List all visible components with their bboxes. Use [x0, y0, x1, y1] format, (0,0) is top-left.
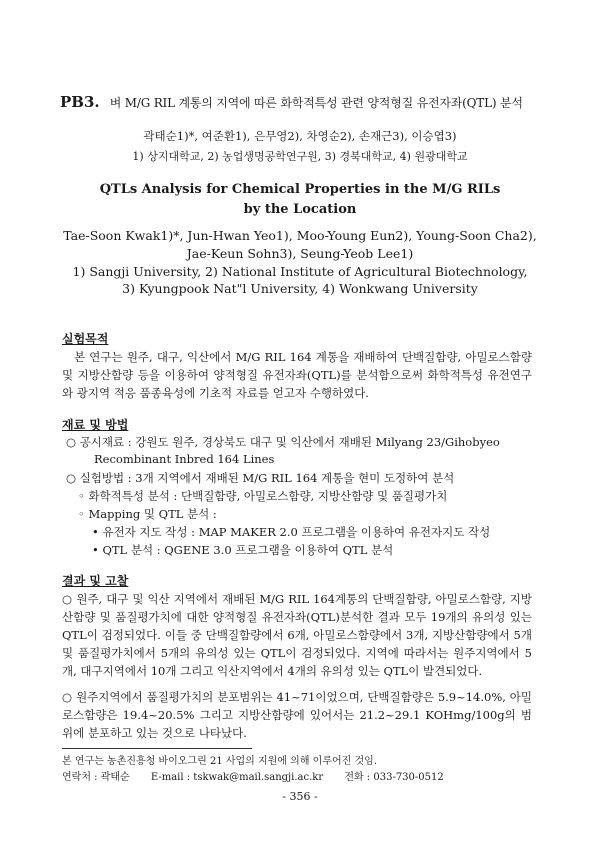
methods-item-materials-cont: Recombinant Inbred 164 Lines — [94, 452, 275, 466]
english-title-line1: QTLs Analysis for Chemical Properties in the M/G RILs — [99, 182, 501, 197]
methods-heading: 재료 및 방법 — [62, 418, 129, 432]
methods-item-procedure: ○ 실험방법 : 3개 지역에서 재배된 M/G RIL 164 계통을 현미 도정하여 분석 — [66, 471, 455, 485]
footnote-divider — [62, 748, 252, 749]
funding-note: 본 연구는 농촌진흥청 바이오그린 21 사업의 지원에 의해 이루어진 것임. — [62, 756, 377, 767]
english-authors-line1: Tae-Soon Kwak1)*, Jun-Hwan Yeo1), Moo-Young Eun2), Young-Soon Cha2), — [63, 228, 537, 243]
english-affiliations-line2: 3) Kyungpook Nat"l University, 4) Wonkwang University — [122, 281, 478, 296]
paper-code: PB3. — [60, 93, 100, 111]
page-number: - 356 - — [282, 790, 318, 803]
methods-item-materials: ○ 공시재료 : 강원도 원주, 경상북도 대구 및 익산에서 재배된 Milyang 23/Gihobyeo — [66, 435, 500, 449]
methods-subsub-map: • 유전자 지도 작성 : MAP MAKER 2.0 프로그램을 이용하여 유전자지도 작성 — [92, 525, 491, 539]
paper-title — [60, 94, 530, 112]
contact-label: 연락처 : 곽태순 — [62, 772, 130, 783]
results-paragraph-2: ○ 원주지역에서 품질평가치의 분포범위는 41~71이었으며, 단백질함량은 5.9~14.0%, 아밀로스함량은 19.4~20.5% 그리고 지방산함량에 있어서는 21.2~29.1 KOHmg/100g의 범위에 분포하고 있는 것으로 나타났다. — [62, 690, 532, 740]
purpose-text: 본 연구는 원주, 대구, 익산에서 M/G RIL 164 계통을 재배하여 단백질함량, 아밀로스함량 및 지방산함량 등을 이용하여 양적형질 유전자좌(QTL)를 분석함으로써 화학적특성 유전연구와 광지역 적응 품종육성에 기초적 자료를 얻고자 수행하였다. — [62, 350, 532, 400]
korean-authors: 곽태순1)*, 여준환1), 은무영2), 차영순2), 손재근3), 이승엽3) — [143, 129, 457, 143]
results-heading: 결과 및 고찰 — [62, 574, 129, 588]
english-title-line2: by the Location — [243, 202, 357, 217]
contact-phone: 전화 : 033-730-0512 — [344, 772, 444, 783]
english-authors-line2: Jae-Keun Sohn3), Seung-Yeob Lee1) — [186, 246, 414, 261]
contact-email: E-mail : tskwak@mail.sangji.ac.kr — [150, 772, 324, 783]
methods-subsub-qtl: • QTL 분석 : QGENE 3.0 프로그램을 이용하여 QTL 분석 — [92, 543, 394, 557]
contact-info — [62, 768, 462, 783]
english-title — [60, 180, 540, 220]
korean-affiliations: 1) 상지대학교, 2) 농업생명공학연구원, 3) 경북대학교, 4) 원광대학교 — [132, 150, 468, 163]
korean-title: 벼 M/G RIL 계통의 지역에 따른 화학적특성 관련 양적형질 유전자좌(QTL) 분석 — [109, 96, 523, 110]
methods-sub-chemical: ◦ 화학적특성 분석 : 단백질함량, 아밀로스함량, 지방산함량 및 품질평가치 — [78, 489, 448, 503]
methods-sub-mapping: ◦ Mapping 및 QTL 분석 : — [78, 507, 217, 521]
results-paragraph-1: ○ 원주, 대구 및 익산 지역에서 재배된 M/G RIL 164계통의 단백질함량, 아밀로스함량, 지방산함량 및 품질평가치에 대한 양적형질 유전자좌(QTL)분석한 결과 모두 19개의 유의성 있는 QTL이 검정되었다. 이들 중 단백질함량에서 6개, 아밀로스함량에서 3개, 지방산함량에서 5개 및 품질평가치에서 5개의 유의성 있는 QTL이 검정되었다. 지역에 따라서는 원주지역에서 5개, 대구지역에서 10개 그리고 익산지역에서 4개의 유의성 있는 QTL이 발견되었다. — [62, 592, 532, 678]
english-affiliations-line1: 1) Sangji University, 2) National Institute of Agricultural Biotechnology, — [72, 264, 528, 279]
purpose-heading: 실험목적 — [62, 332, 109, 346]
